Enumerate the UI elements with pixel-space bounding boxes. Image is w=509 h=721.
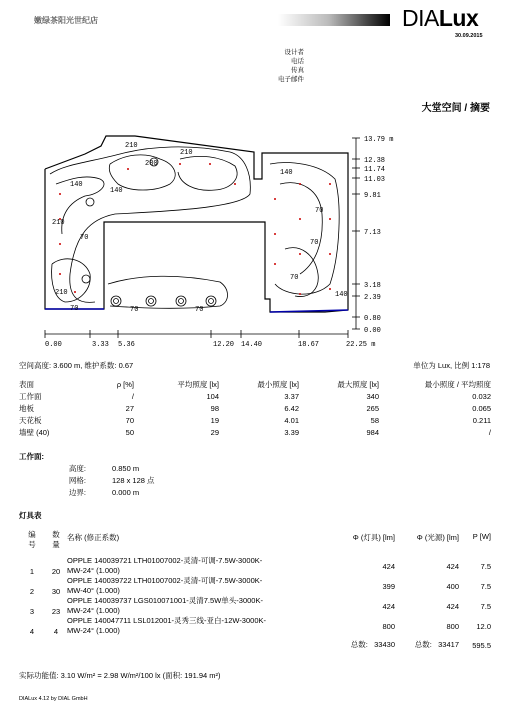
- cell: 29: [210, 427, 219, 437]
- label: 边界:: [68, 488, 86, 497]
- workplane-details: [22, 463, 155, 499]
- cell: /: [131, 391, 134, 401]
- page-title: 大堂空间 / 摘要: [421, 103, 490, 114]
- bottom-axis-label: 18.67: [298, 341, 320, 349]
- col-power: P [W]: [472, 532, 491, 541]
- contour-label: 70: [70, 305, 79, 313]
- label: 高度:: [68, 464, 86, 473]
- cell: 19: [210, 415, 219, 425]
- right-axis-label: 11.03: [364, 176, 386, 184]
- contour-label: 70: [310, 239, 319, 247]
- col-number: 编 号: [28, 530, 36, 549]
- bottom-axis-label: 3.33: [92, 341, 109, 349]
- cell: 20: [51, 567, 61, 576]
- col-ratio: 最小照度 / 平均照度: [424, 379, 491, 389]
- table-row: [19, 576, 491, 596]
- surface-table-header: [19, 378, 491, 390]
- cell: OPPLE 140039722 LTH01007002-灵清-可调-7.5W-3000K- MW-40° (1.000): [67, 576, 263, 595]
- cell: 4.01: [284, 415, 299, 425]
- col-avg: 平均照度 [lx]: [177, 379, 219, 389]
- cell: 27: [125, 403, 134, 413]
- contact-fax: 传真: [291, 67, 304, 74]
- contour-label: 210: [125, 142, 138, 150]
- bottom-axis-label: 0.00: [45, 341, 62, 349]
- cell: 天花板: [19, 415, 42, 425]
- cell: 工作面: [19, 391, 42, 401]
- cell: 424: [446, 601, 459, 611]
- cell: 984: [366, 427, 379, 437]
- table-row: [19, 402, 491, 414]
- right-axis-label: 12.38: [364, 157, 386, 165]
- cell: 800: [382, 621, 395, 631]
- value: 0.000 m: [112, 488, 140, 497]
- right-axis-label: 11.74: [364, 166, 386, 174]
- cell: 50: [125, 427, 134, 437]
- contact-email: 电子邮件: [278, 76, 304, 83]
- totals-row: [19, 636, 491, 650]
- workplane-title: 工作面:: [19, 452, 44, 461]
- cell: 340: [366, 391, 379, 401]
- cell: 23: [51, 607, 61, 616]
- cell: 6.42: [284, 403, 299, 413]
- col-min: 最小照度 [lx]: [257, 379, 299, 389]
- total-power: 595.5: [472, 641, 491, 650]
- contact-designer: 设计者: [284, 49, 304, 56]
- cell: OPPLE 140039721 LTH01007002-灵清-可调-7.5W-3000K- MW-24° (1.000): [67, 556, 263, 575]
- cell: 58: [370, 415, 379, 425]
- col-max: 最大照度 [lx]: [337, 379, 379, 389]
- right-axis-label: 9.81: [364, 192, 381, 200]
- cell: 399: [382, 581, 395, 591]
- cell: 4: [29, 627, 35, 636]
- cell: 1: [29, 567, 35, 576]
- cell: 424: [382, 561, 395, 571]
- surface-table: [19, 378, 491, 438]
- room-height-info: 空间高度: 3.600 m, 维护系数: 0.67: [19, 361, 134, 370]
- table-row: [19, 596, 491, 616]
- cell: 2: [29, 587, 35, 596]
- cell: 4: [53, 627, 59, 636]
- footer-credit: DIALux 4.12 by DIAL GmbH: [19, 696, 88, 702]
- value: 0.850 m: [112, 464, 140, 473]
- table-row: [19, 556, 491, 576]
- room-outline: [45, 136, 348, 312]
- cell: 424: [382, 601, 395, 611]
- luminaire-table-header: [19, 530, 491, 550]
- unit-scale-info: 单位为 Lux, 比例 1:178: [413, 361, 490, 370]
- cell: 0.032: [472, 391, 491, 401]
- right-axis-label: 7.13: [364, 229, 381, 237]
- cell: 0.211: [472, 415, 491, 425]
- contact-phone: 电话: [291, 58, 304, 65]
- cell: 265: [366, 403, 379, 413]
- cell: 400: [446, 581, 459, 591]
- contour-label: 70: [195, 306, 204, 314]
- dialux-logo: DIALux: [402, 5, 479, 31]
- cell: 墙壁 (40): [19, 427, 50, 437]
- total-flux-light: 总数: 33417: [414, 640, 459, 649]
- luminaire-table: [19, 530, 491, 650]
- col-quantity: 数 量: [52, 530, 60, 549]
- report-date: 30.09.2015: [455, 33, 483, 39]
- workplane-grid-row: [22, 475, 155, 487]
- bottom-axis-label: 5.36: [118, 341, 135, 349]
- table-row: [19, 414, 491, 426]
- col-reflectance: ρ [%]: [116, 379, 134, 389]
- cell: /: [488, 427, 491, 437]
- contour-label: 210: [180, 149, 193, 157]
- contour-label: 70: [80, 234, 89, 242]
- table-row: [19, 616, 491, 636]
- cell: 424: [446, 561, 459, 571]
- col-surface: 表面: [19, 379, 34, 389]
- contour-label: 140: [335, 291, 348, 299]
- right-axis-label: 13.79 m: [364, 136, 394, 144]
- label: 网格:: [68, 476, 86, 485]
- workplane-height-row: [22, 463, 155, 475]
- contour-label: 140: [70, 181, 83, 189]
- cell: 104: [206, 391, 219, 401]
- cell: 7.5: [480, 601, 491, 611]
- contour-label: 140: [110, 187, 123, 195]
- company-name: 嫩绿茶阳光世纪店: [34, 16, 98, 25]
- cell: OPPLE 140047711 LSL012001-灵秀三线-亚白-12W-3000K- MW-24° (1.000): [67, 616, 266, 635]
- col-name: 名称 (修正系数): [67, 533, 120, 542]
- efficiency-value: 实际功能值: 3.10 W/m² = 2.98 W/m²/100 lx (面积: 191.94 m²): [19, 671, 221, 680]
- cell: 98: [210, 403, 219, 413]
- right-axis-label: 2.39: [364, 294, 381, 302]
- cell: 地板: [19, 403, 34, 413]
- right-axis-label: 3.18: [364, 282, 381, 290]
- contour-label: 70: [315, 207, 324, 215]
- workplane-border-row: [22, 487, 155, 499]
- value: 128 x 128 点: [112, 476, 155, 485]
- cell: 3: [29, 607, 35, 616]
- cell: 0.065: [472, 403, 491, 413]
- header-gradient-bar: [278, 14, 390, 26]
- contour-label: 140: [280, 169, 293, 177]
- cell: 30: [51, 587, 61, 596]
- table-row: [19, 390, 491, 402]
- contour-label: 70: [130, 306, 139, 314]
- total-flux-lamp: 总数: 33430: [350, 640, 395, 649]
- contour-label: 70: [290, 274, 299, 282]
- contact-block: [272, 48, 304, 84]
- col-flux-light: Φ (光源) [lm]: [416, 533, 459, 542]
- bottom-axis-label: 14.40: [241, 341, 263, 349]
- cell: 7.5: [480, 561, 491, 571]
- luminaire-title: 灯具表: [19, 511, 42, 520]
- right-axis-label: 0.80: [364, 315, 381, 323]
- cell: OPPLE 140039737 LGS010071001-灵清7.5W单头-3000K- MW-24° (1.000): [67, 596, 263, 615]
- bottom-axis-label: 12.20: [213, 341, 235, 349]
- isolux-floor-plan: [30, 124, 394, 349]
- contour-label: 210: [55, 289, 68, 297]
- cell: 70: [125, 415, 134, 425]
- contour-label: 280: [145, 160, 158, 168]
- table-row: [19, 426, 491, 438]
- right-axis-label: 0.00: [364, 327, 381, 335]
- contour-label: 210: [52, 219, 65, 227]
- cell: 3.39: [284, 427, 299, 437]
- cell: 7.5: [480, 581, 491, 591]
- bottom-axis-label: 22.25 m: [346, 341, 376, 349]
- col-flux-lamp: Φ (灯具) [lm]: [352, 533, 395, 542]
- cell: 800: [446, 621, 459, 631]
- cell: 3.37: [284, 391, 299, 401]
- cell: 12.0: [476, 621, 491, 631]
